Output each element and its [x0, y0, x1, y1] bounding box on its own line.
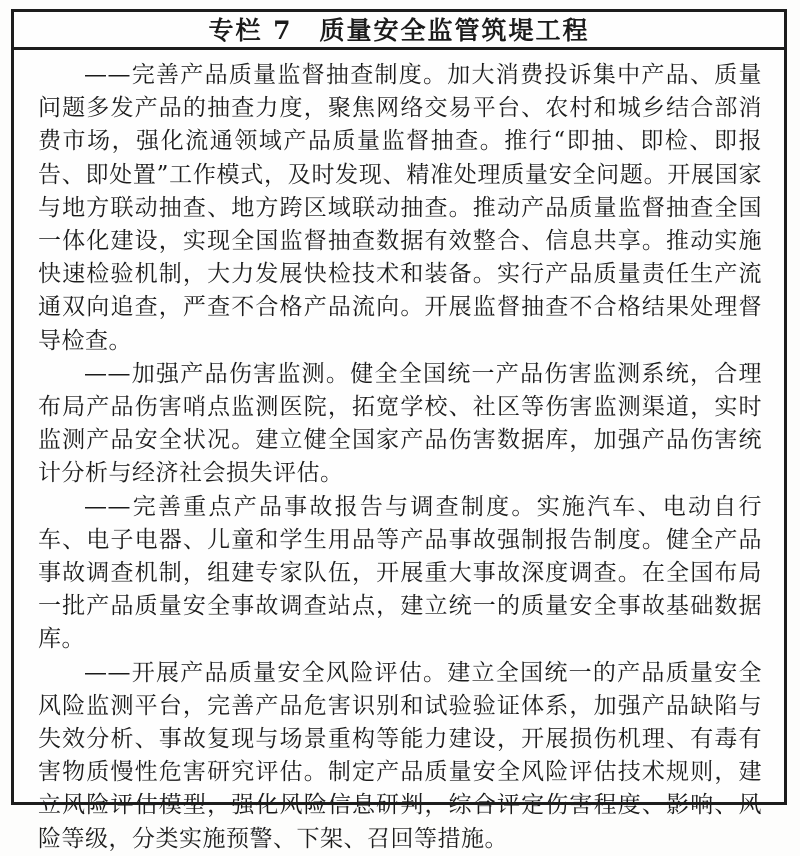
box-body	[14, 50, 784, 856]
paragraph-accident-reporting: ——完善重点产品事故报告与调查制度。实施汽车、电动自行车、电子电器、儿童和学生用品等产品事故强制报告制度。健全产品事故调查机制，组建专家队伍，开展重大事故深度调查。在全国布局一批产品质量安全事故调查站点，建立统一的质量安全事故基础数据库。	[38, 493, 762, 653]
paragraph-injury-monitoring: ——加强产品伤害监测。健全全国统一产品伤害监测系统，合理布局产品伤害哨点监测医院，拓宽学校、社区等伤害监测渠道，实时监测产品安全状况。建立健全国家产品伤害数据库，加强产品伤害统计分析与经济社会损失评估。	[38, 360, 762, 487]
paragraph-risk-assessment: ——开展产品质量安全风险评估。建立全国统一的产品质量安全风险监测平台，完善产品危害识别和试验验证体系，加强产品缺陷与失效分析、事故复现与场景重构等能力建设，开展损伤机理、有毒有害物质慢性危害研究评估。制定产品质量安全风险评估技术规则，建立风险评估模型，强化风险信息研判，综合评定伤害程度、影响、风险等级，分类实施预警、下架、召回等措施。	[38, 659, 762, 852]
box-title: 专栏 7 质量安全监管筑堤工程	[14, 12, 784, 50]
policy-box	[11, 9, 787, 852]
paragraph-supervision-sampling: ——完善产品质量监督抽查制度。加大消费投诉集中产品、质量问题多发产品的抽查力度，聚焦网络交易平台、农村和城乡结合部消费市场，强化流通领域产品质量监督抽查。推行“即抽、即检、即报告、即处置”工作模式，及时发现、精准处理质量安全问题。开展国家与地方联动抽查、地方跨区域联动抽查。推动产品质量监督抽查全国一体化建设，实现全国监督抽查数据有效整合、信息共享。推动实施快速检验机制，大力发展快检技术和装备。实行产品质量责任生产流通双向追查，严查不合格产品流向。开展监督抽查不合格结果处理督导检查。	[38, 62, 762, 354]
